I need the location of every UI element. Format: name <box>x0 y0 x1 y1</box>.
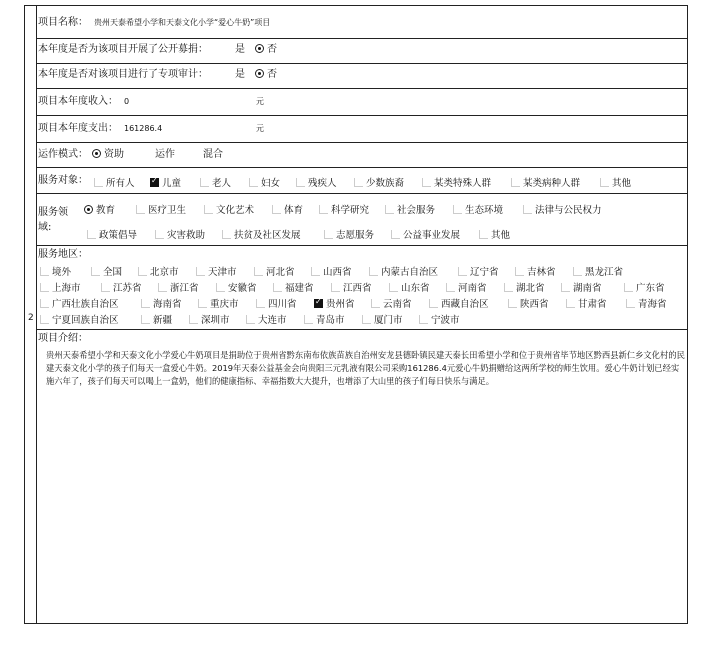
public-fundraising-no[interactable] <box>255 44 277 56</box>
option-label: 残疾人 <box>308 178 337 189</box>
checkbox-icon <box>362 315 371 324</box>
service-field-option[interactable] <box>385 202 435 216</box>
option-label: 志愿服务 <box>336 230 375 241</box>
region-option[interactable] <box>216 280 257 294</box>
region-option[interactable] <box>624 280 665 294</box>
region-option[interactable] <box>304 312 345 326</box>
option-label: 广西壮族自治区 <box>52 299 119 310</box>
option-label: 其他 <box>491 230 511 241</box>
checkbox-icon <box>304 315 313 324</box>
table-bottom-border <box>24 623 688 624</box>
region-option[interactable] <box>566 296 607 310</box>
option-label: 青岛市 <box>316 315 345 326</box>
checkbox-icon <box>40 283 49 292</box>
public-fundraising-row <box>38 44 686 56</box>
checkbox-icon <box>458 267 467 276</box>
service-field-option[interactable] <box>453 202 503 216</box>
checkbox-icon <box>561 283 570 292</box>
income-label: 项目本年度收入： <box>38 96 118 107</box>
region-option[interactable] <box>446 280 487 294</box>
option-label: 福建省 <box>285 283 314 294</box>
project-name-label: 项目名称： <box>38 17 88 28</box>
checkbox-icon <box>101 283 110 292</box>
option-label: 宁波市 <box>431 315 460 326</box>
checkbox-icon <box>389 283 398 292</box>
region-option[interactable] <box>311 264 352 278</box>
option-label: 厦门市 <box>374 315 403 326</box>
region-option[interactable] <box>419 312 460 326</box>
service-field-label-1: 服务领 <box>38 207 68 218</box>
option-label: 陕西省 <box>520 299 549 310</box>
region-option[interactable] <box>362 312 403 326</box>
option-label: 吉林省 <box>527 267 556 278</box>
checkbox-icon <box>273 283 282 292</box>
option-label: 重庆市 <box>210 299 239 310</box>
option-label: 安徽省 <box>228 283 257 294</box>
checkbox-icon <box>566 299 575 308</box>
option-label: 浙江省 <box>170 283 199 294</box>
expense-unit: 元 <box>256 124 264 133</box>
region-option[interactable] <box>273 280 314 294</box>
service-field-option[interactable] <box>479 227 510 241</box>
service-target-option[interactable] <box>249 175 280 189</box>
checkbox-icon <box>40 299 49 308</box>
checkbox-icon <box>354 178 363 187</box>
row-divider <box>36 245 687 246</box>
service-field-label-2: 域: <box>38 222 52 233</box>
option-label: 云南省 <box>383 299 412 310</box>
checkbox-icon <box>141 315 150 324</box>
option-label: 文化艺术 <box>216 205 255 216</box>
checkbox-icon <box>254 267 263 276</box>
region-option[interactable] <box>40 280 81 294</box>
option-label: 贵州省 <box>326 299 355 310</box>
checkbox-icon <box>319 205 328 214</box>
checkbox-icon <box>504 283 513 292</box>
region-option[interactable] <box>458 264 499 278</box>
checkbox-icon <box>189 315 198 324</box>
row-divider <box>36 38 687 39</box>
left-margin-line <box>24 5 25 623</box>
row-divider <box>36 142 687 143</box>
option-label: 甘肃省 <box>578 299 607 310</box>
no-label: 否 <box>267 44 277 55</box>
option-label: 辽宁省 <box>470 267 499 278</box>
radio-selected-icon <box>84 205 93 214</box>
checkbox-icon <box>523 205 532 214</box>
checkbox-icon <box>256 299 265 308</box>
option-label: 内蒙古自治区 <box>381 267 439 278</box>
option-label: 全国 <box>103 267 123 278</box>
expense-value: 161286.4 <box>124 124 163 133</box>
checkbox-icon <box>272 205 281 214</box>
region-option[interactable] <box>189 312 230 326</box>
option-label: 天津市 <box>208 267 237 278</box>
row-number: 2 <box>28 313 34 323</box>
region-option[interactable] <box>314 296 355 310</box>
yes-label: 是 <box>235 44 245 55</box>
income-unit: 元 <box>256 97 264 106</box>
checkbox-icon <box>87 230 96 239</box>
region-option[interactable] <box>40 312 119 326</box>
service-field-option[interactable] <box>87 227 137 241</box>
option-label: 公益事业发展 <box>403 230 461 241</box>
service-target-option[interactable] <box>94 175 135 189</box>
checkbox-icon <box>249 178 258 187</box>
region-option[interactable] <box>141 296 182 310</box>
checkbox-icon <box>419 315 428 324</box>
checkbox-icon <box>158 283 167 292</box>
option-label: 生态环境 <box>465 205 504 216</box>
service-region-label: 服务地区： <box>38 249 88 260</box>
option-label: 少数族裔 <box>366 178 405 189</box>
option-label: 医疗卫生 <box>148 205 187 216</box>
option-label: 儿童 <box>162 178 182 189</box>
region-option[interactable] <box>371 296 412 310</box>
service-field-option[interactable] <box>204 202 254 216</box>
row-divider <box>36 88 687 89</box>
option-label: 西藏自治区 <box>441 299 489 310</box>
region-option[interactable] <box>101 280 142 294</box>
region-option[interactable] <box>40 264 71 278</box>
service-field-option[interactable] <box>324 227 374 241</box>
checkbox-icon <box>626 299 635 308</box>
project-name-value: 贵州天泰希望小学和天泰文化小学“爱心牛奶”项目 <box>94 18 271 27</box>
checkbox-icon <box>200 178 209 187</box>
option-label: 体育 <box>284 205 304 216</box>
checkbox-icon <box>324 230 333 239</box>
option-label: 教育 <box>96 205 116 216</box>
service-target-option[interactable] <box>150 175 181 189</box>
service-field-option[interactable] <box>319 202 369 216</box>
region-option[interactable] <box>256 296 297 310</box>
region-option[interactable] <box>254 264 295 278</box>
region-option[interactable] <box>138 264 179 278</box>
option-label: 混合 <box>203 149 223 160</box>
option-label: 运作 <box>155 149 175 160</box>
option-label: 山东省 <box>401 283 430 294</box>
option-label: 四川省 <box>268 299 297 310</box>
income-row <box>38 96 686 108</box>
checkbox-icon <box>216 283 225 292</box>
service-field-option[interactable] <box>523 202 602 216</box>
checkbox-icon <box>515 267 524 276</box>
option-label: 黑龙江省 <box>585 267 624 278</box>
checkbox-icon <box>511 178 520 187</box>
option-label: 上海市 <box>52 283 81 294</box>
checkbox-icon <box>573 267 582 276</box>
service-target-option[interactable] <box>511 175 580 189</box>
table-right-border <box>687 5 688 623</box>
introduction-label: 项目介绍： <box>38 333 88 344</box>
region-option[interactable] <box>91 264 122 278</box>
checkbox-icon <box>385 205 394 214</box>
checkbox-icon <box>422 178 431 187</box>
special-audit-question: 本年度是否对该项目进行了专项审计： <box>38 69 208 80</box>
option-label: 灾害救助 <box>167 230 206 241</box>
checkbox-icon <box>446 283 455 292</box>
service-target-option[interactable] <box>354 175 404 189</box>
option-label: 广东省 <box>636 283 665 294</box>
checkbox-icon <box>246 315 255 324</box>
checkbox-icon <box>136 205 145 214</box>
public-fundraising-yes[interactable] <box>235 44 245 56</box>
checkbox-icon <box>196 267 205 276</box>
option-label: 湖南省 <box>573 283 602 294</box>
table-left-border <box>36 5 37 623</box>
service-field-option[interactable] <box>222 227 301 241</box>
option-label: 大连市 <box>258 315 287 326</box>
checkbox-icon <box>94 178 103 187</box>
yes-label: 是 <box>235 69 245 80</box>
income-value: 0 <box>124 97 130 106</box>
checkbox-icon <box>369 267 378 276</box>
service-field-option[interactable] <box>84 202 115 216</box>
region-option[interactable] <box>40 296 119 310</box>
public-fundraising-question: 本年度是否为该项目开展了公开募捐： <box>38 44 208 55</box>
operation-mode-option[interactable] <box>155 149 175 161</box>
region-option[interactable] <box>561 280 602 294</box>
option-label: 北京市 <box>150 267 179 278</box>
option-label: 江西省 <box>343 283 372 294</box>
service-field-option[interactable] <box>136 202 186 216</box>
checkbox-icon <box>198 299 207 308</box>
region-option[interactable] <box>141 312 172 326</box>
service-target-option[interactable] <box>600 175 631 189</box>
option-label: 社会服务 <box>397 205 436 216</box>
option-label: 河南省 <box>458 283 487 294</box>
introduction-text: 贵州天泰希望小学和天泰文化小学爱心牛奶项目是捐助位于贵州省黔东南布依族苗族自治州安龙县德卧镇民建天泰长田希望小学和位于贵州省毕节地区黔西县新仁乡文化村的民建天泰文化小学的孩子们每天一盒爱心牛奶。2019年天泰公益基金会向贵阳三元乳液有限公司采购161286.4元爱心牛奶捐赠给这两所学校的师生饮用。爱心牛奶计划已经实施六年了，孩子们每天可以喝上一盒奶，他们的健康指标、幸福指数大大提升，也增添了大山里的孩子们每日快乐与满足。 <box>46 350 685 386</box>
region-option[interactable] <box>331 280 372 294</box>
region-option[interactable] <box>389 280 430 294</box>
option-label: 河北省 <box>266 267 295 278</box>
option-label: 老人 <box>212 178 232 189</box>
option-label: 海南省 <box>153 299 182 310</box>
option-label: 妇女 <box>261 178 281 189</box>
region-option[interactable] <box>158 280 199 294</box>
checkbox-icon <box>508 299 517 308</box>
option-label: 科学研究 <box>331 205 370 216</box>
service-target-option[interactable] <box>422 175 491 189</box>
checkbox-icon <box>371 299 380 308</box>
special-audit-yes[interactable] <box>235 69 245 81</box>
checkbox-icon <box>624 283 633 292</box>
region-option[interactable] <box>369 264 438 278</box>
checkbox-icon <box>40 315 49 324</box>
radio-selected-icon <box>255 69 264 78</box>
checkbox-icon <box>453 205 462 214</box>
option-label: 所有人 <box>106 178 135 189</box>
service-target-label: 服务对象： <box>38 175 88 186</box>
special-audit-no[interactable] <box>255 69 277 81</box>
checkbox-icon <box>331 283 340 292</box>
operation-mode-option[interactable] <box>203 149 223 161</box>
region-option[interactable] <box>508 296 549 310</box>
row-divider <box>36 329 687 330</box>
region-option[interactable] <box>515 264 556 278</box>
option-label: 扶贫及社区发展 <box>234 230 301 241</box>
region-option[interactable] <box>246 312 287 326</box>
service-field-option[interactable] <box>155 227 205 241</box>
checkbox-checked-icon <box>150 178 159 187</box>
option-label: 江苏省 <box>113 283 142 294</box>
region-option[interactable] <box>504 280 545 294</box>
checkbox-icon <box>138 267 147 276</box>
row-divider <box>36 115 687 116</box>
checkbox-icon <box>391 230 400 239</box>
radio-selected-icon <box>92 149 101 158</box>
service-field-option[interactable] <box>391 227 460 241</box>
checkbox-icon <box>429 299 438 308</box>
option-label: 政策倡导 <box>99 230 138 241</box>
region-option[interactable] <box>573 264 623 278</box>
service-target-option[interactable] <box>200 175 231 189</box>
option-label: 深圳市 <box>201 315 230 326</box>
checkbox-icon <box>479 230 488 239</box>
row-divider <box>36 167 687 168</box>
option-label: 青海省 <box>638 299 667 310</box>
region-option[interactable] <box>626 296 667 310</box>
operation-mode-label: 运作模式： <box>38 149 88 160</box>
option-label: 法律与公民权力 <box>535 205 602 216</box>
checkbox-icon <box>91 267 100 276</box>
service-field-option[interactable] <box>272 202 303 216</box>
option-label: 境外 <box>52 267 72 278</box>
checkbox-icon <box>600 178 609 187</box>
region-option[interactable] <box>198 296 239 310</box>
option-label: 某类特殊人群 <box>434 178 492 189</box>
checkbox-checked-icon <box>314 299 323 308</box>
project-name-row <box>38 17 686 29</box>
expense-row <box>38 123 686 135</box>
row-divider <box>36 63 687 64</box>
checkbox-icon <box>40 267 49 276</box>
region-option[interactable] <box>429 296 489 310</box>
option-label: 湖北省 <box>516 283 545 294</box>
checkbox-icon <box>311 267 320 276</box>
option-label: 山西省 <box>323 267 352 278</box>
checkbox-icon <box>222 230 231 239</box>
checkbox-icon <box>141 299 150 308</box>
option-label: 某类病种人群 <box>523 178 581 189</box>
checkbox-icon <box>204 205 213 214</box>
row-divider <box>36 193 687 194</box>
service-target-option[interactable] <box>296 175 337 189</box>
no-label: 否 <box>267 69 277 80</box>
option-label: 资助 <box>104 149 124 160</box>
region-option[interactable] <box>196 264 237 278</box>
checkbox-icon <box>296 178 305 187</box>
table-top-border <box>24 5 688 6</box>
special-audit-row <box>38 69 686 81</box>
option-label: 新疆 <box>153 315 173 326</box>
expense-label: 项目本年度支出： <box>38 123 118 134</box>
option-label: 其他 <box>612 178 632 189</box>
radio-selected-icon <box>255 44 264 53</box>
checkbox-icon <box>155 230 164 239</box>
operation-mode-option[interactable] <box>92 149 124 161</box>
option-label: 宁夏回族自治区 <box>52 315 119 326</box>
operation-mode-row <box>38 149 686 161</box>
